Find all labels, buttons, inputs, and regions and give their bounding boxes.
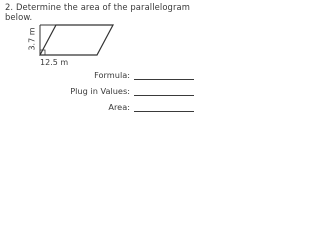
plug-in-values-label: Plug in Values: [70,86,130,96]
question-text: 2. Determine the area of the parallelogram below. [5,2,191,22]
area-blank[interactable] [134,103,194,112]
parallelogram-shape [40,25,113,55]
base-label: 12.5 m [40,58,69,67]
area-label: Area: [108,102,130,112]
formula-label: Formula: [94,70,130,80]
formula-blank[interactable] [134,71,194,80]
worksheet-page [0,0,200,128]
height-label: 3.7 m [27,27,37,51]
formula-row [94,70,194,80]
plug-in-values-blank[interactable] [134,87,194,96]
plug-in-values-row [70,86,194,96]
area-row [108,102,194,112]
